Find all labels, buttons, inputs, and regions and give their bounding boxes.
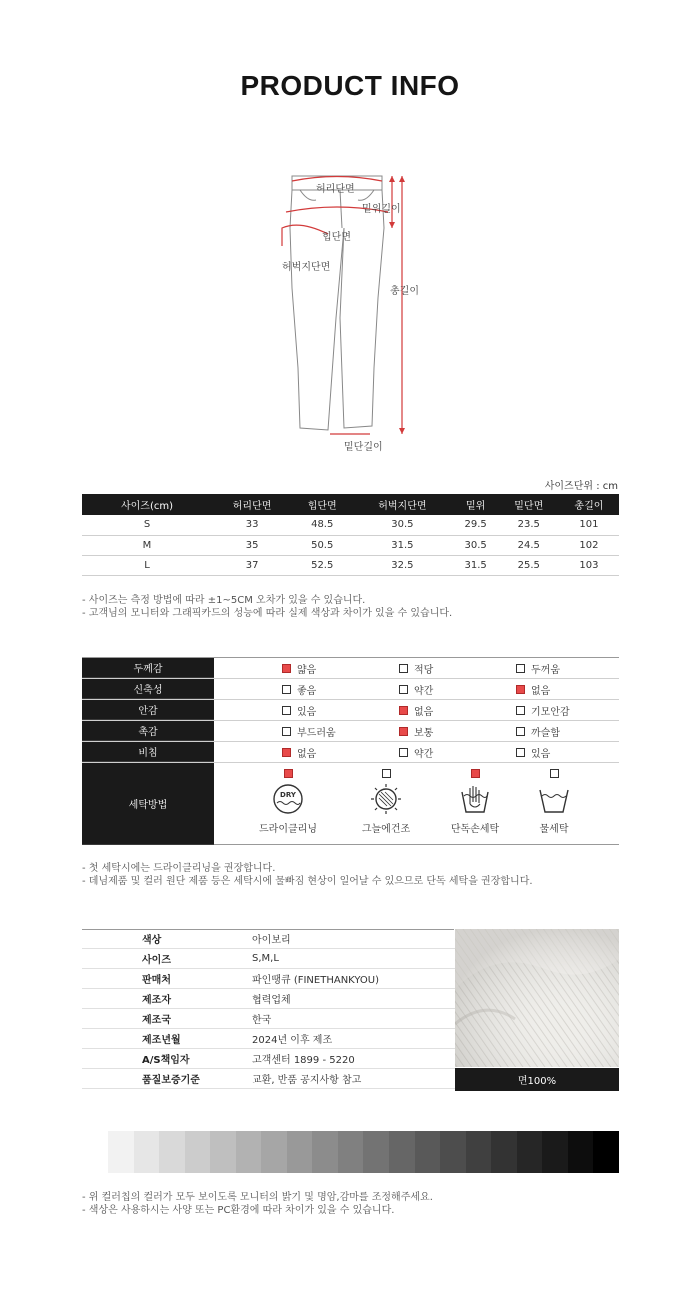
- table-cell: 37: [212, 555, 292, 575]
- table-cell: 48.5: [292, 515, 352, 535]
- option-label: 얇음: [297, 664, 317, 676]
- attribute-row: [82, 679, 619, 700]
- color-notes: [82, 1191, 433, 1217]
- gray-chip: [491, 1131, 517, 1173]
- info-key: 품질보증기준: [142, 1075, 200, 1086]
- note-line: - 고객님의 모니터와 그래픽카드의 성능에 따라 실제 색상과 차이가 있을 수 있습니다.: [82, 608, 453, 619]
- info-value: 한국: [252, 1015, 272, 1026]
- table-cell: M: [82, 535, 212, 555]
- info-key: A/S책임자: [142, 1055, 190, 1066]
- checkbox-icon: [282, 685, 291, 694]
- gray-chip: [261, 1131, 287, 1173]
- gray-chip: [568, 1131, 594, 1173]
- attribute-row: [82, 721, 619, 742]
- option-label: 있음: [531, 748, 551, 760]
- checkbox-icon: [382, 769, 391, 778]
- option-label: 두꺼움: [531, 664, 560, 676]
- option-label: 약간: [414, 748, 434, 760]
- table-cell: 30.5: [352, 515, 452, 535]
- wash-method-label: 물세탁: [539, 824, 569, 835]
- gray-chip: [389, 1131, 415, 1173]
- hand-wash-icon: [458, 782, 492, 816]
- wash-notes: [82, 862, 533, 888]
- washing-label: 세탁방법: [82, 763, 214, 845]
- checkbox-checked-icon: [471, 769, 480, 778]
- info-key: 사이즈: [142, 955, 171, 966]
- gray-chip: [363, 1131, 389, 1173]
- table-cell: 25.5: [499, 555, 559, 575]
- option-label: 적당: [414, 664, 434, 676]
- attribute-option: [282, 703, 316, 718]
- attribute-label: 비침: [82, 742, 214, 762]
- info-value: 교환, 반품 공지사항 참고: [252, 1075, 362, 1086]
- attribute-option: [282, 682, 316, 697]
- header-cell: 밑위: [453, 494, 499, 515]
- attribute-row: [82, 700, 619, 721]
- attribute-option: [282, 745, 316, 760]
- wash-method: [346, 769, 426, 835]
- attribute-row: [82, 742, 619, 763]
- gray-chip: [542, 1131, 568, 1173]
- material-label: 면100%: [455, 1068, 619, 1091]
- gray-scale-chart: [108, 1131, 619, 1173]
- attribute-option: [399, 661, 433, 676]
- note-line: - 색상은 사용하시는 사양 또는 PC환경에 따라 차이가 있을 수 있습니다.: [82, 1205, 395, 1216]
- table-cell: 29.5: [453, 515, 499, 535]
- fabric-attributes: [82, 657, 619, 845]
- table-cell: 31.5: [352, 535, 452, 555]
- option-label: 없음: [414, 706, 434, 718]
- attribute-label: 두께감: [82, 658, 214, 678]
- label-hem: 밑단길이: [344, 442, 383, 453]
- checkbox-checked-icon: [399, 727, 408, 736]
- gray-chip: [440, 1131, 466, 1173]
- table-cell: 103: [559, 555, 619, 575]
- wash-method-label: 드라이클리닝: [259, 824, 317, 835]
- note-line: - 사이즈는 측정 방법에 따라 ±1~5CM 오차가 있을 수 있습니다.: [82, 595, 366, 606]
- header-cell: 밑단면: [499, 494, 559, 515]
- info-value: 2024년 이후 제조: [252, 1035, 333, 1046]
- info-value: S,M,L: [252, 953, 279, 964]
- gray-chip: [210, 1131, 236, 1173]
- attribute-option: [282, 724, 336, 739]
- header-cell: 사이즈(cm): [82, 494, 212, 515]
- attribute-label: 안감: [82, 700, 214, 720]
- label-hip: 힙단면: [322, 232, 351, 243]
- page-title: PRODUCT INFO: [240, 70, 460, 101]
- gray-chip: [466, 1131, 492, 1173]
- checkbox-icon: [516, 664, 525, 673]
- option-label: 좋음: [297, 685, 317, 697]
- option-label: 보통: [414, 727, 434, 739]
- svg-text:DRY: DRY: [280, 791, 296, 799]
- option-label: 있음: [297, 706, 317, 718]
- gray-chip: [134, 1131, 160, 1173]
- info-key: 색상: [142, 935, 162, 946]
- gray-chip: [108, 1131, 134, 1173]
- note-line: - 데님제품 및 컬러 원단 제품 등은 세탁시에 물빠짐 현상이 일어날 수 있으므로 단독 세탁을 권장합니다.: [82, 876, 533, 887]
- header-cell: 총길이: [559, 494, 619, 515]
- gray-chip: [338, 1131, 364, 1173]
- note-line: - 위 컬러칩의 컬러가 모두 보이도록 모니터의 밝기 및 명암,감마를 조정해주세요.: [82, 1192, 433, 1203]
- checkbox-icon: [399, 664, 408, 673]
- table-cell: 102: [559, 535, 619, 555]
- size-table: [82, 494, 619, 576]
- table-cell: 32.5: [352, 555, 452, 575]
- attribute-option: [516, 724, 560, 739]
- checkbox-icon: [399, 685, 408, 694]
- checkbox-checked-icon: [516, 685, 525, 694]
- unit-label: 사이즈단위 : cm: [544, 481, 618, 492]
- checkbox-icon: [516, 748, 525, 757]
- attribute-option: [516, 703, 570, 718]
- attribute-option: [399, 745, 433, 760]
- gray-chip: [159, 1131, 185, 1173]
- wash-method: [248, 769, 328, 835]
- table-cell: 33: [212, 515, 292, 535]
- checkbox-icon: [516, 706, 525, 715]
- wash-method-label: 그늘에건조: [361, 824, 411, 835]
- note-line: - 첫 세탁시에는 드라이클리닝을 권장합니다.: [82, 863, 276, 874]
- checkbox-checked-icon: [399, 706, 408, 715]
- wash-method-label: 단독손세탁: [450, 824, 500, 835]
- wash-method: [514, 769, 594, 835]
- table-cell: 31.5: [453, 555, 499, 575]
- pants-diagram: [270, 168, 430, 458]
- gray-chip: [236, 1131, 262, 1173]
- info-key: 판매처: [142, 975, 171, 986]
- checkbox-icon: [550, 769, 559, 778]
- attribute-label: 신축성: [82, 679, 214, 699]
- attribute-option: [516, 745, 550, 760]
- size-table-header: [82, 494, 619, 515]
- table-cell: 50.5: [292, 535, 352, 555]
- label-rise: 밑위길이: [362, 204, 401, 215]
- table-row: [82, 535, 619, 555]
- table-cell: 30.5: [453, 535, 499, 555]
- attribute-option: [399, 703, 433, 718]
- table-cell: 35: [212, 535, 292, 555]
- gray-chip: [287, 1131, 313, 1173]
- size-notes: [82, 594, 452, 620]
- table-cell: L: [82, 555, 212, 575]
- label-length: 총길이: [390, 286, 419, 297]
- attribute-label: 촉감: [82, 721, 214, 741]
- info-key: 제조자: [142, 995, 171, 1006]
- checkbox-checked-icon: [284, 769, 293, 778]
- table-cell: 24.5: [499, 535, 559, 555]
- label-waist: 허리단면: [316, 184, 355, 195]
- fabric-swatch-image: [455, 929, 619, 1067]
- info-key: 제조년월: [142, 1035, 181, 1046]
- attribute-row: [82, 658, 619, 679]
- info-value: 파인땡큐 (FINETHANKYOU): [252, 975, 380, 986]
- checkbox-icon: [282, 706, 291, 715]
- table-cell: S: [82, 515, 212, 535]
- table-cell: 52.5: [292, 555, 352, 575]
- gray-chip: [517, 1131, 543, 1173]
- checkbox-icon: [516, 727, 525, 736]
- checkbox-icon: [282, 727, 291, 736]
- washing-row: [82, 763, 619, 845]
- wash-method: [435, 769, 515, 835]
- checkbox-icon: [399, 748, 408, 757]
- info-value: 고객센터 1899 - 5220: [252, 1055, 355, 1066]
- checkbox-checked-icon: [282, 748, 291, 757]
- attribute-option: [516, 661, 560, 676]
- table-cell: 23.5: [499, 515, 559, 535]
- info-value: 협력업체: [252, 995, 291, 1006]
- option-label: 없음: [297, 748, 317, 760]
- label-thigh: 허벅지단면: [282, 262, 331, 273]
- shade-dry-icon: [369, 782, 403, 816]
- attribute-option: [399, 724, 433, 739]
- table-cell: 101: [559, 515, 619, 535]
- water-wash-icon: [537, 782, 571, 816]
- option-label: 약간: [414, 685, 434, 697]
- dry-clean-icon: [271, 782, 305, 816]
- table-row: [82, 515, 619, 535]
- attribute-option: [399, 682, 433, 697]
- gray-chip: [312, 1131, 338, 1173]
- option-label: 부드러움: [297, 727, 336, 739]
- attribute-option: [282, 661, 316, 676]
- option-label: 없음: [531, 685, 551, 697]
- gray-chip: [185, 1131, 211, 1173]
- header-cell: 허벅지단면: [352, 494, 452, 515]
- option-label: 까슬함: [531, 727, 560, 739]
- gray-chip: [415, 1131, 441, 1173]
- attribute-option: [516, 682, 550, 697]
- info-value: 아이보리: [252, 935, 291, 946]
- checkbox-checked-icon: [282, 664, 291, 673]
- option-label: 기모안감: [531, 706, 570, 718]
- info-key: 제조국: [142, 1015, 171, 1026]
- table-row: [82, 555, 619, 575]
- gray-chip: [593, 1131, 619, 1173]
- header-cell: 힙단면: [292, 494, 352, 515]
- header-cell: 허리단면: [212, 494, 292, 515]
